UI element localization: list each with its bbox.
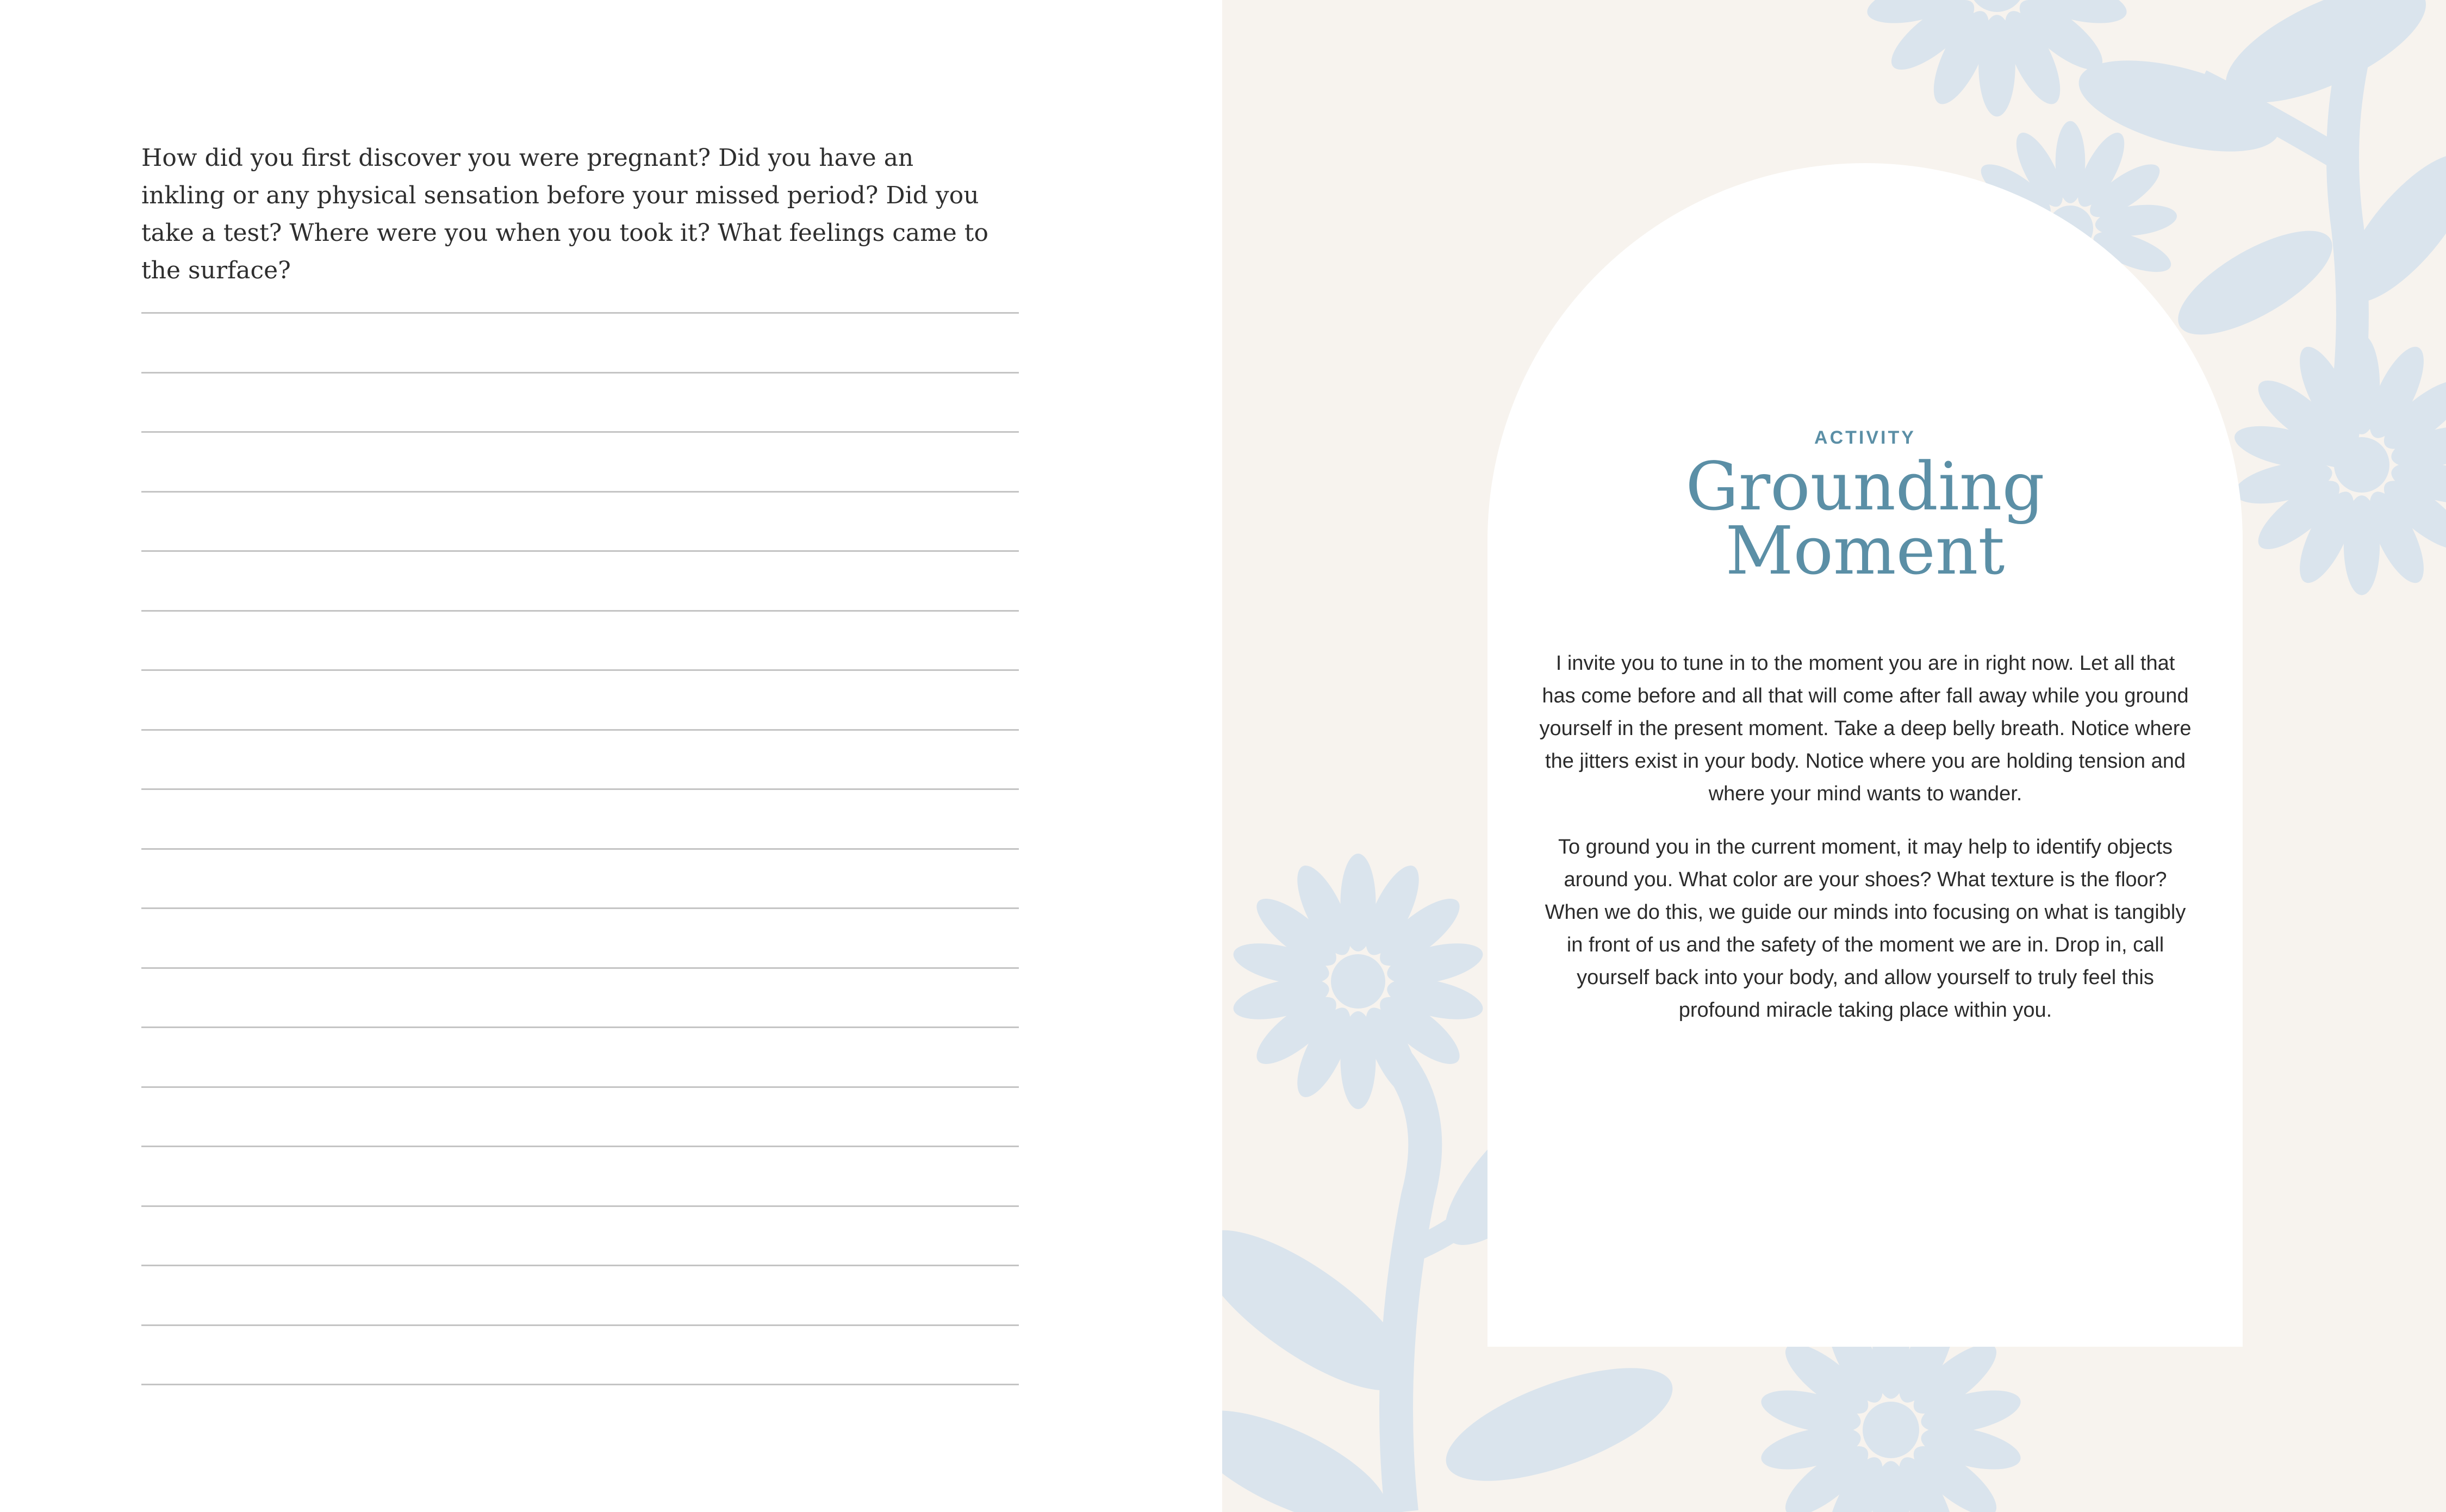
writing-line <box>141 729 1019 731</box>
writing-line <box>141 431 1019 433</box>
writing-line <box>141 848 1019 850</box>
writing-line <box>141 788 1019 790</box>
writing-line <box>141 372 1019 374</box>
writing-line <box>141 1265 1019 1266</box>
activity-label: ACTIVITY <box>1814 427 1916 448</box>
writing-line <box>141 491 1019 493</box>
writing-line <box>141 610 1019 612</box>
writing-line <box>141 669 1019 671</box>
activity-paragraph-2: To ground you in the current moment, it may help to identify objects around you. What color are your shoes? What texture is the floor? When we do this, we guide our minds into focusing on what is tangibly in front of us and the safety of the moment we are in. Drop in, call yourself back into your body, and allow yourself to truly feel this profound miracle taking place within you. <box>1545 836 2186 1022</box>
writing-line <box>141 1205 1019 1207</box>
activity-title-line-2: Moment <box>1725 512 2005 589</box>
writing-line <box>141 1384 1019 1385</box>
writing-line <box>141 907 1019 909</box>
writing-line <box>141 1146 1019 1147</box>
activity-body <box>1536 647 2194 1047</box>
activity-title <box>1487 448 2243 589</box>
writing-line <box>141 312 1019 314</box>
writing-line <box>141 967 1019 969</box>
writing-line <box>141 1026 1019 1028</box>
writing-line <box>141 550 1019 552</box>
activity-title-line-1: Grounding <box>1685 448 2045 525</box>
writing-line <box>141 1086 1019 1088</box>
left-page <box>0 0 1222 1512</box>
writing-lines <box>141 0 1019 1512</box>
activity-paragraph-1: I invite you to tune in to the moment you are in right now. Let all that has come before and all that will come after fall away while you ground yourself in the present moment. Take a deep belly breath. Notice where the jitters exist in your body. Notice where you are holding tension and where your mind wants to wander. <box>1539 652 2192 805</box>
writing-line <box>141 1324 1019 1326</box>
journal-prompt: How did you first discover you were pregnant? Did you have an inkling or any physical sensation before your missed period? Did you take a test? Where were you when you took it? What feelings came to the surface? <box>141 144 988 284</box>
